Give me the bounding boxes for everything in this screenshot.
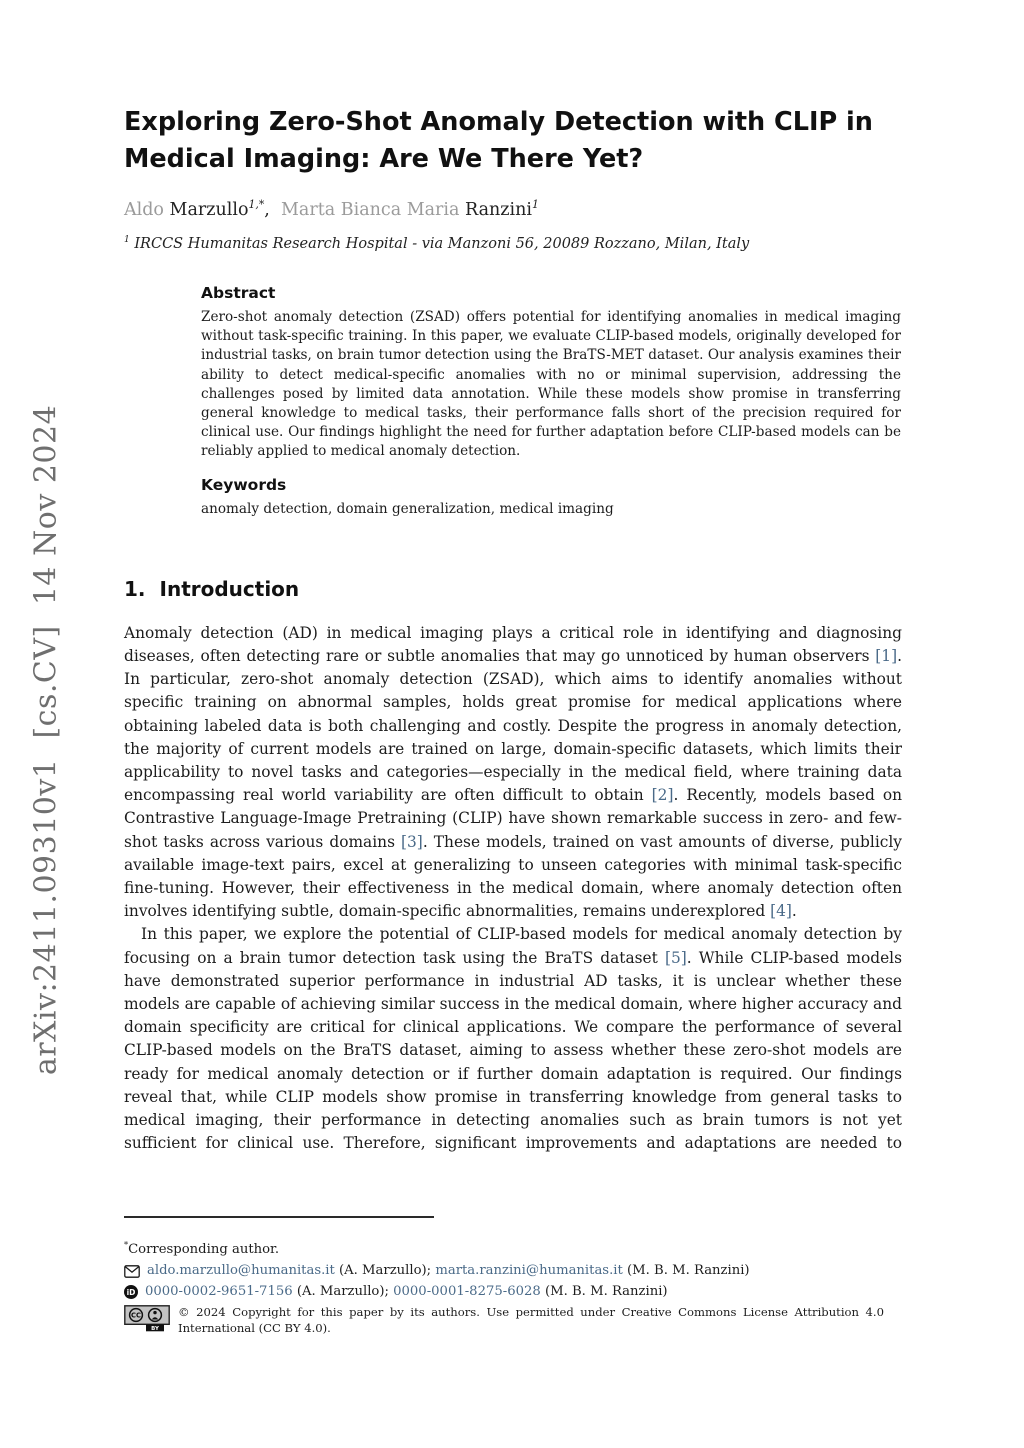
author2-first-name: Marta Bianca Maria <box>280 200 465 220</box>
footnote-divider <box>124 1216 434 1218</box>
orcid-text <box>145 1282 668 1302</box>
section-number: 1. <box>124 576 146 601</box>
text-segment: . These models, trained on vast amounts of diverse, publicly available image-text pairs, excel at generalizing to unseen categories with minimal task-specific fine-tuning. However, their effectiveness in the medical domain, where anomaly detection often involves identifying subtle, domain-specific abnormalities, remains underexplored <box>124 832 902 921</box>
affiliation-mark: 1 <box>124 235 130 246</box>
arxiv-watermark: arXiv:2411.09310v1 [cs.CV] 14 Nov 2024 <box>28 404 64 1076</box>
text-segment: . While CLIP-based models have demonstrated superior performance in industrial AD tasks, it is unclear whether these models are capable of achieving similar success in the medical domain, where higher accuracy and domain specificity are critical for clinical applications. We compare the performance of several CLIP-based models on the BraTS dataset, aiming to assess whether these zero-shot models are ready for medical anomaly detection or if further domain adaptation is required. Our findings reveal that, while CLIP models show promise in transferring knowledge from general tasks to medical imaging, their performance in detecting anomalies such as brain tumors is not yet sufficient for clinical use. Therefore, significant improvements and adaptations are needed to <box>124 948 902 1153</box>
author2-last-name: Ranzini <box>465 200 532 220</box>
author-list <box>124 200 902 220</box>
text-segment: (M. B. M. Ranzini) <box>622 1263 750 1278</box>
affiliation-text: IRCCS Humanitas Research Hospital - via Manzoni 56, 20089 Rozzano, Milan, Italy <box>129 236 750 252</box>
citation-4[interactable]: [4] <box>770 902 792 921</box>
svg-text:CC: CC <box>131 1311 141 1320</box>
keywords-text: anomaly detection, domain generalization, medical imaging <box>201 500 614 517</box>
citation-5[interactable]: [5] <box>664 948 687 967</box>
text-segment: . In particular, zero-shot anomaly detection (ZSAD), which aims to identify anomalies without specific training on abnormal samples, holds great promise for medical applications where obtaining labeled data is both challenging and costly. Despite the progress in anomaly detection, the majority of current models are trained on large, domain-specific datasets, which limits their applicability to novel tasks and categories—especially in the medical field, where training data encompassing real world variability are often difficult to obtain <box>124 647 902 805</box>
corresponding-author-note <box>124 1240 902 1260</box>
author2-affiliation-mark: 1 <box>531 198 539 212</box>
corresponding-star: * <box>124 1239 129 1250</box>
text-segment: . <box>791 902 797 921</box>
svg-text:BY: BY <box>151 1326 159 1332</box>
abstract-heading: Abstract <box>201 284 276 302</box>
email-marzullo-link[interactable]: aldo.marzullo@humanitas.it <box>147 1263 335 1278</box>
introduction-paragraph-2 <box>124 923 902 1155</box>
email-line <box>124 1261 902 1281</box>
corresponding-text: Corresponding author. <box>128 1242 280 1257</box>
introduction-paragraph-1 <box>124 622 902 924</box>
text-segment: (M. B. M. Ranzini) <box>540 1284 668 1299</box>
citation-1[interactable]: [1] <box>875 647 898 666</box>
text-segment: In this paper, we explore the potential of CLIP-based models for medical anomaly detection by focusing on a brain tumor detection task using the BraTS dataset <box>124 925 902 967</box>
abstract-block <box>201 284 901 519</box>
author-separator: , <box>264 200 281 220</box>
text-segment: . Recently, models based on Contrastive Language-Image Pretraining (CLIP) have shown remarkable success in zero- and few-shot tasks across various domains <box>124 786 903 851</box>
orcid-line <box>124 1282 902 1302</box>
cc-by-badge-icon <box>124 1305 170 1332</box>
section-heading-introduction <box>124 577 902 601</box>
orcid-marzullo-link[interactable]: 0000-0002-9651-7156 <box>145 1284 293 1299</box>
text-segment: (A. Marzullo); <box>334 1263 436 1278</box>
orcid-icon <box>124 1285 138 1299</box>
text-segment: Anomaly detection (AD) in medical imaging plays a critical role in identifying and diagnosing diseases, often detecting rare or subtle anomalies that may go unnoticed by human observers <box>124 623 902 666</box>
author1-first-name: Aldo <box>124 200 170 220</box>
paper-title-line2: Medical Imaging: Are We There Yet? <box>124 144 644 174</box>
abstract-text: Zero-shot anomaly detection (ZSAD) offers potential for identifying anomalies in medical imaging without task-specific training. In this paper, we evaluate CLIP-based models, originally developed for industrial tasks, on brain tumor detection using the BraTS-MET dataset. Our analysis examines their ability to detect medical-specific anomalies with no or minimal supervision, addressing the challenges posed by limited data annotation. While these models show promise in transferring general knowledge to medical tasks, their performance falls short of the precision required for clinical use. Our findings highlight the need for further adaptation before CLIP-based models can be reliably applied to medical anomaly detection. <box>201 309 901 460</box>
paper-title-line1: Exploring Zero-Shot Anomaly Detection with CLIP in <box>124 107 873 137</box>
svg-text:iD: iD <box>126 1287 136 1297</box>
envelope-icon <box>124 1265 140 1278</box>
citation-3[interactable]: [3] <box>401 832 423 851</box>
main-column <box>124 104 902 1156</box>
keywords-block <box>201 476 901 519</box>
citation-2[interactable]: [2] <box>651 786 674 805</box>
paper-title <box>124 104 902 178</box>
email-text <box>147 1261 750 1281</box>
text-segment: (A. Marzullo); <box>292 1284 394 1299</box>
author1-affiliation-mark: 1,* <box>248 198 265 212</box>
author1-last-name: Marzullo <box>169 200 249 220</box>
copyright-text: © 2024 Copyright for this paper by its authors. Use permitted under Creative Commons License Attribution 4.0 International (CC BY 4.0). <box>178 1305 884 1335</box>
keywords-heading: Keywords <box>201 475 287 494</box>
email-ranzini-link[interactable]: marta.ranzini@humanitas.it <box>435 1263 623 1278</box>
footnote-area <box>124 1216 902 1336</box>
section-title: Introduction <box>159 576 300 601</box>
orcid-ranzini-link[interactable]: 0000-0001-8275-6028 <box>393 1284 541 1299</box>
affiliation <box>124 236 902 252</box>
license-row <box>124 1305 902 1336</box>
